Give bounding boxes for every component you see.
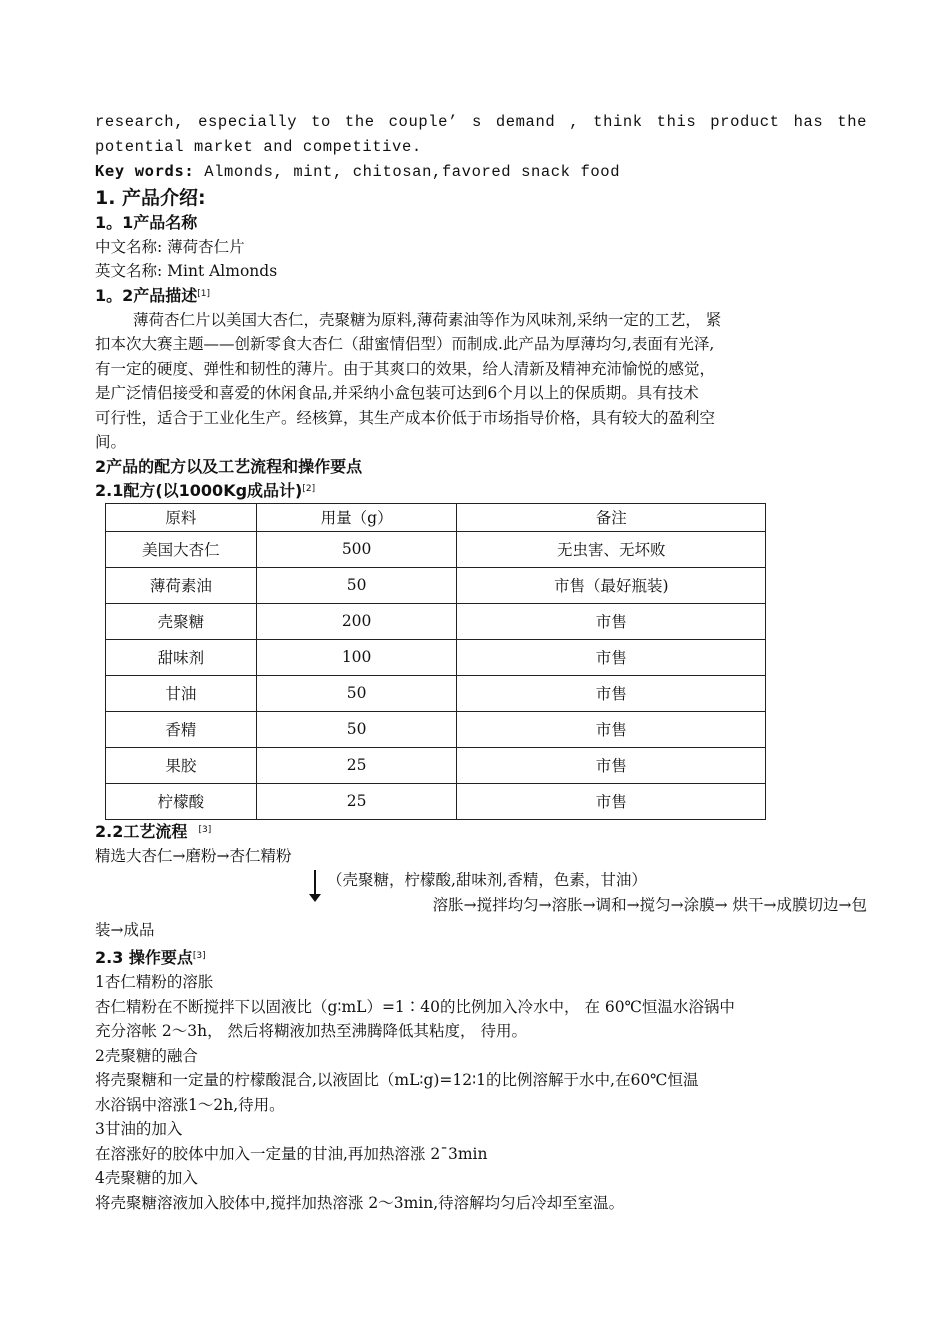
table-cell: 市售: [457, 675, 766, 711]
table-row: [106, 531, 766, 567]
table-cell: 甘油: [106, 675, 257, 711]
table-row: [106, 783, 766, 819]
section-1-2-title: [95, 284, 867, 308]
table-cell: 香精: [106, 711, 257, 747]
document-page: [95, 110, 867, 1215]
table-header-cell: 用量（g）: [256, 503, 457, 531]
section-1-1-title: 1。1产品名称: [95, 212, 198, 232]
section-2-title: 2产品的配方以及工艺流程和操作要点: [95, 456, 363, 476]
table-cell: 50: [256, 675, 457, 711]
step-text: 在溶涨好的胶体中加入一定量的甘油,再加热溶涨 2¯3min: [95, 1144, 488, 1163]
flow-steps: 溶胀→搅拌均匀→溶胀→调和→搅匀→涂膜→ 烘干→成膜切边→包: [432, 896, 867, 914]
table-header-row: [106, 503, 766, 531]
table-cell: 500: [256, 531, 457, 567]
chinese-name: 中文名称: 薄荷杏仁片: [95, 237, 245, 256]
keywords-line: [95, 159, 867, 185]
table-header-cell: 备注: [457, 503, 766, 531]
table-row: [106, 711, 766, 747]
table-cell: 市售: [457, 747, 766, 783]
operation-steps: [95, 970, 867, 1215]
step-text: 充分溶帐 2～3h， 然后将糊液加热至沸腾降低其粘度， 待用。: [95, 1022, 527, 1040]
description-line: 可行性，适合于工业化生产。经核算，其生产成本价低于市场指导价格，具有较大的盈利空: [95, 408, 716, 427]
section-1-2-title-text: 1。2产品描述: [95, 285, 198, 305]
table-header-cell: 原料: [106, 503, 257, 531]
step-text: 杏仁精粉在不断搅拌下以固液比（g∶mL）=1∶40的比例加入冷水中， 在 60℃恒温水浴锅中: [95, 997, 735, 1016]
table-cell: 25: [256, 783, 457, 819]
formula-table: [105, 503, 766, 820]
description-line: 间。: [95, 433, 127, 451]
abstract-line-1: research, especially to the couple’ s demand , think this product has the: [95, 113, 867, 131]
table-row: [106, 567, 766, 603]
section-2-3-ref: [3]: [192, 951, 206, 961]
step-title: 1杏仁精粉的溶胀: [95, 973, 214, 991]
table-cell: 25: [256, 747, 457, 783]
table-cell: 市售: [457, 711, 766, 747]
table-cell: 50: [256, 567, 457, 603]
table-cell: 市售: [457, 603, 766, 639]
description-line: 是广泛情侣接受和喜爱的休闲食品,并采纳小盒包装可达到6个月以上的保质期。具有技术: [95, 384, 699, 402]
flow-end: 装→成品: [95, 921, 155, 939]
description-line: 扣本次大赛主题——创新零食大杏仁（甜蜜情侣型）而制成.此产品为厚薄均匀,表面有光泽,: [95, 335, 715, 353]
step-text: 将壳聚糖溶液加入胶体中,搅拌加热溶涨 2～3min,待溶解均匀后冷却至室温。: [95, 1193, 625, 1212]
english-name: 英文名称: Mint Almonds: [95, 262, 278, 280]
section-2-2-title: [95, 820, 867, 844]
section-2-3-title: [95, 946, 867, 970]
process-flow: [95, 868, 867, 946]
step-title: 4壳聚糖的加入: [95, 1169, 198, 1187]
table-cell: 甜味剂: [106, 639, 257, 675]
section-2-3-title-text: 2.3 操作要点: [95, 948, 193, 967]
product-description: [95, 308, 867, 455]
table-row: [106, 603, 766, 639]
table-cell: 壳聚糖: [106, 603, 257, 639]
section-2-2-title-text: 2.2工艺流程: [95, 821, 188, 841]
section-2-1-ref: [2]: [302, 483, 316, 494]
section-1-2-ref: [1]: [197, 288, 211, 299]
table-cell: 100: [256, 639, 457, 675]
keywords-value: Almonds, mint, chitosan,favored snack food: [194, 163, 621, 181]
section-2-1-title-text: 2.1配方(以1000Kg成品计): [95, 480, 303, 500]
table-cell: 无虫害、无坏败: [457, 531, 766, 567]
step-title: 3甘油的加入: [95, 1120, 183, 1138]
step-title: 2壳聚糖的融合: [95, 1046, 198, 1065]
table-cell: 200: [256, 603, 457, 639]
keywords-label: Key words:: [95, 162, 195, 180]
step-text: 水浴锅中溶涨1～2h,待用。: [95, 1095, 285, 1114]
step-text: 将壳聚糖和一定量的柠檬酸混合,以液固比（mL∶g)=12∶1的比例溶解于水中,在60℃恒温: [95, 1071, 699, 1089]
table-cell: 市售: [457, 639, 766, 675]
table-row: [106, 675, 766, 711]
table-cell: 薄荷素油: [106, 567, 257, 603]
flow-line-1: 精选大杏仁→磨粉→杏仁精粉: [95, 846, 292, 865]
description-line: 薄荷杏仁片以美国大杏仁，壳聚糖为原料,薄荷素油等作为风味剂,采纳一定的工艺， 紧: [133, 310, 722, 329]
table-row: [106, 747, 766, 783]
table-cell: 市售（最好瓶装): [457, 567, 766, 603]
table-cell: 50: [256, 711, 457, 747]
table-cell: 柠檬酸: [106, 783, 257, 819]
table-row: [106, 639, 766, 675]
section-2-2-ref: [3]: [198, 824, 212, 835]
description-line: 有一定的硬度、弹性和韧性的薄片。由于其爽口的效果，给人清新及精神充沛愉悦的感觉，: [95, 359, 716, 378]
flow-additives-note: （壳聚糖，柠檬酸,甜味剂,香精，色素，甘油）: [327, 871, 647, 889]
section-2-1-title: [95, 479, 867, 503]
table-cell: 果胶: [106, 747, 257, 783]
table-cell: 市售: [457, 783, 766, 819]
section-1-title: 1. 产品介绍:: [95, 186, 206, 209]
table-cell: 美国大杏仁: [106, 531, 257, 567]
abstract-line-2: potential market and competitive.: [95, 137, 422, 156]
